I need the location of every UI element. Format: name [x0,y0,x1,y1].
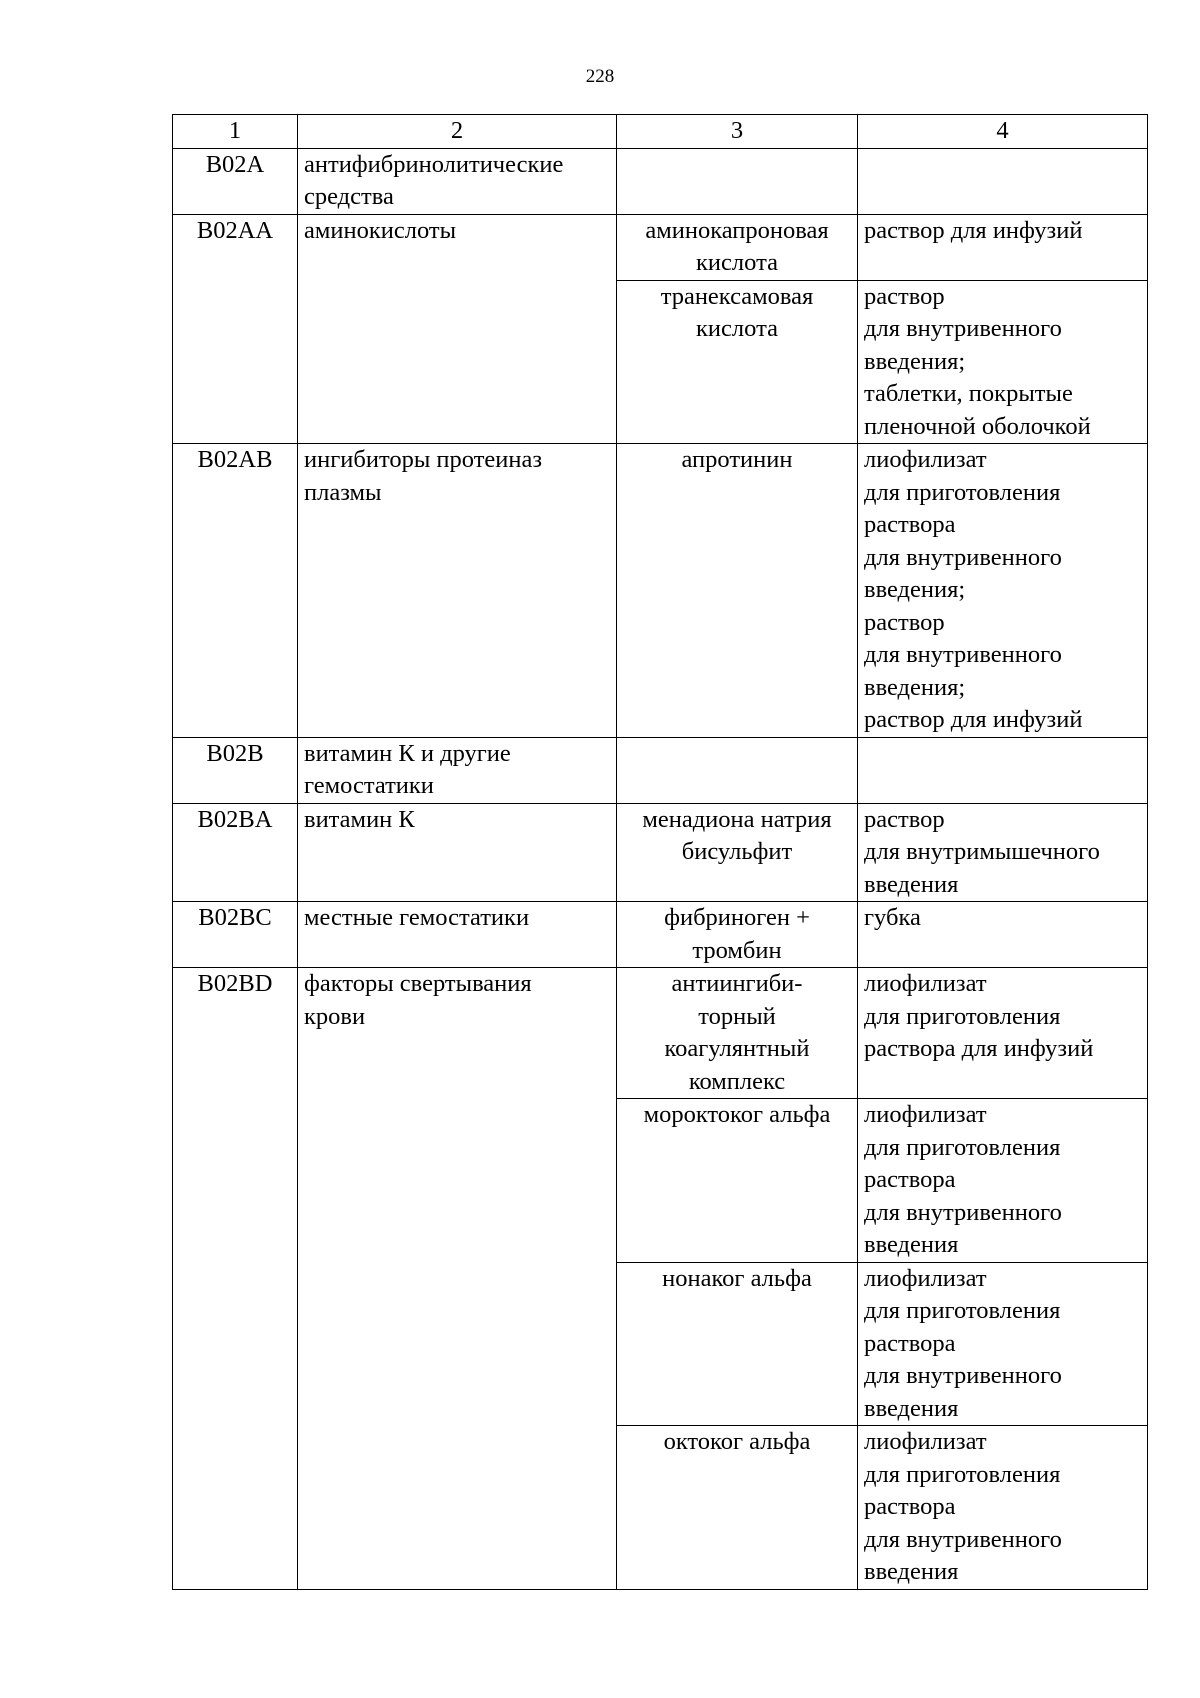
table-row [173,737,1148,803]
drug-name: нонаког альфа [617,1262,858,1426]
group-name: ингибиторы протеиназ плазмы [298,444,617,738]
dosage-forms: губка [858,902,1148,968]
dosage-forms: лиофилизат для приготовления раствора для внутривенного введения [858,1262,1148,1426]
group-name: местные гемостатики [298,902,617,968]
page-number: 228 [585,66,615,87]
drug-name [617,148,858,214]
dosage-forms: лиофилизат для приготовления раствора для внутривенного введения [858,1099,1148,1263]
atc-code: B02A [173,148,298,214]
atc-code: B02B [173,737,298,803]
atc-code: B02AB [173,444,298,738]
dosage-forms: раствор для внутримышечного введения [858,803,1148,902]
group-name: антифибринолитические средства [298,148,617,214]
dosage-forms: лиофилизат для приготовления раствора для внутривенного введения; раствор для внутривенного введения; раствор для инфузий [858,444,1148,738]
dosage-forms [858,737,1148,803]
table-row [173,968,1148,1099]
column-header: 1 [173,115,298,149]
drug-name: фибриноген + тромбин [617,902,858,968]
table-row [173,803,1148,902]
column-header: 2 [298,115,617,149]
table-row [173,214,1148,280]
column-header: 3 [617,115,858,149]
table-row [173,444,1148,738]
drug-name: мороктоког альфа [617,1099,858,1263]
atc-code: B02BC [173,902,298,968]
drug-name: октоког альфа [617,1426,858,1590]
dosage-forms: раствор для внутривенного введения; таблетки, покрытые пленочной оболочкой [858,280,1148,444]
drug-name: антиингиби- торный коагулянтный комплекс [617,968,858,1099]
dosage-forms: раствор для инфузий [858,214,1148,280]
column-header: 4 [858,115,1148,149]
drug-table [172,114,1148,1590]
drug-name: транексамовая кислота [617,280,858,444]
atc-code: B02BA [173,803,298,902]
atc-code: B02AA [173,214,298,444]
atc-code: B02BD [173,968,298,1590]
drug-name: аминокапроновая кислота [617,214,858,280]
group-name: факторы свертывания крови [298,968,617,1590]
drug-name [617,737,858,803]
dosage-forms: лиофилизат для приготовления раствора для внутривенного введения [858,1426,1148,1590]
table-header-row [173,115,1148,149]
group-name: аминокислоты [298,214,617,444]
table-row [173,148,1148,214]
dosage-forms: лиофилизат для приготовления раствора для инфузий [858,968,1148,1099]
dosage-forms [858,148,1148,214]
drug-name: апротинин [617,444,858,738]
group-name: витамин К [298,803,617,902]
table-row [173,902,1148,968]
drug-name: менадиона натрия бисульфит [617,803,858,902]
group-name: витамин К и другие гемостатики [298,737,617,803]
